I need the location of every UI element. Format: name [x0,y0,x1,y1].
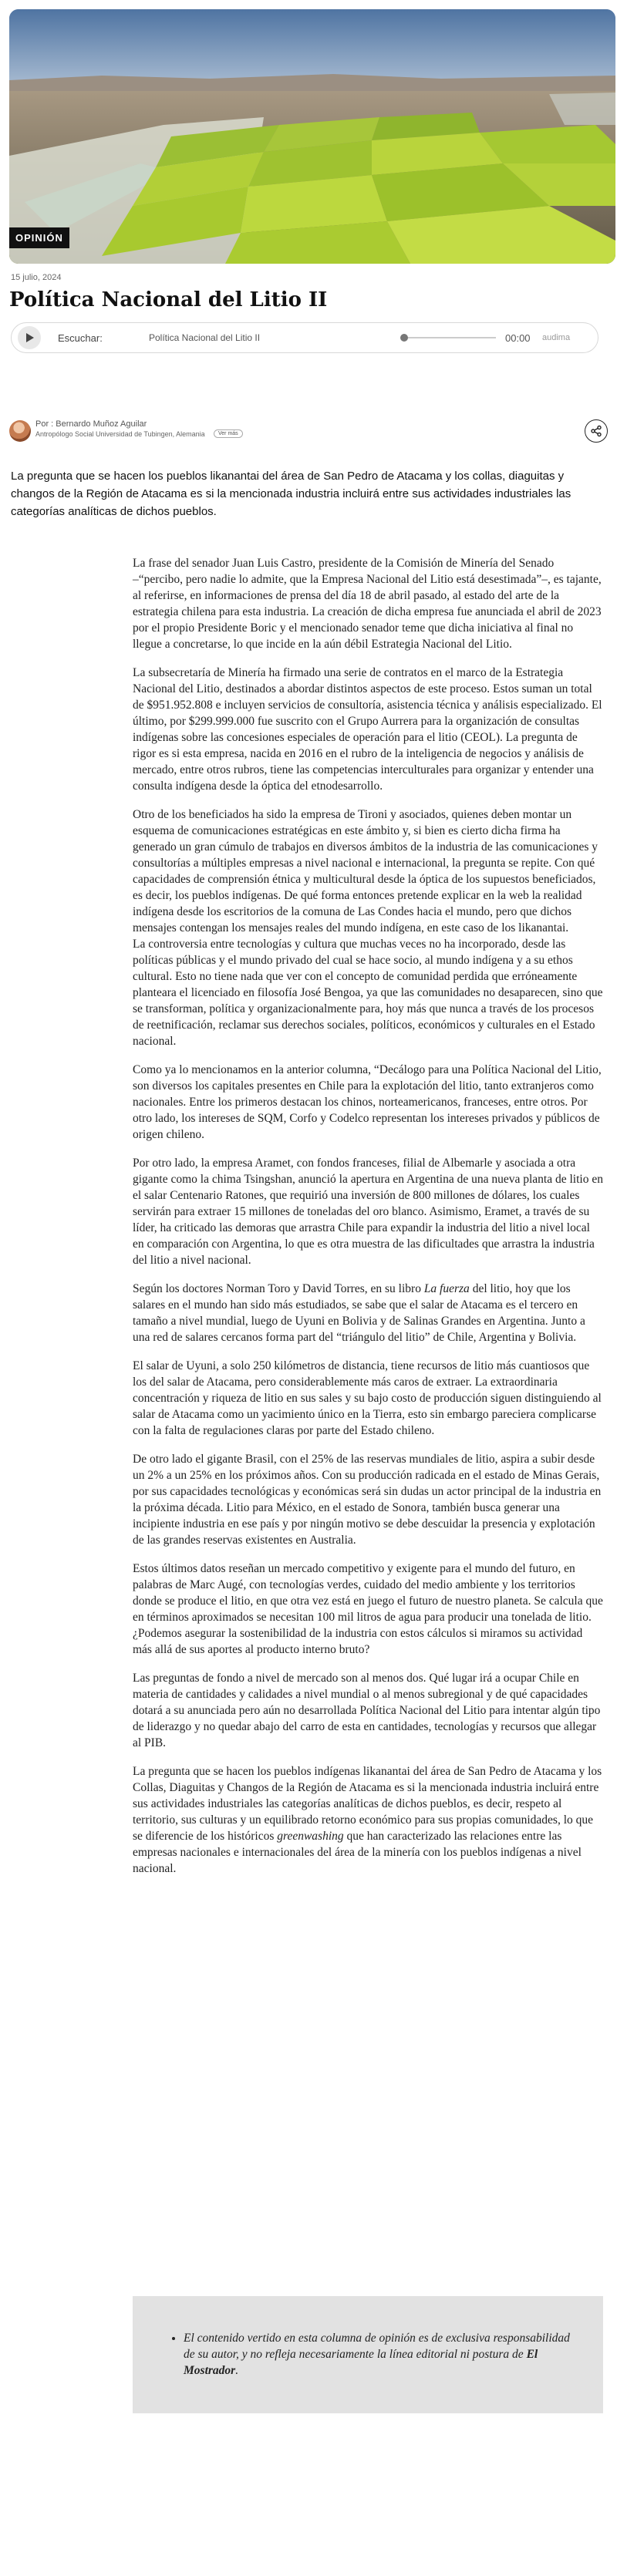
greenwashing-term: greenwashing [277,1830,344,1843]
paragraph: Las preguntas de fondo a nivel de mercado son al menos dos. Qué lugar irá a ocupar Chile en materia de cantidades y calidades a nivel mundial o al menos subregional y de qué capacidades dotará a su anunciada pero aún no desarrollada Política Nacional del Litio para intentar algún tipo de liderazgo y no quedar abajo del carro de esta en cantidades, tecnologías y recursos que allegar al PIB. [133,1672,601,1749]
text-segment: que han caracterizado las relaciones entre las empresas nacionales e internacionales del área de la minería con los pueblos indígenas a nivel nacional. [133,1830,582,1875]
see-more-button[interactable]: Ver más [214,429,243,438]
paragraph: Por otro lado, la empresa Aramet, con fondos franceses, filial de Albemarle y asociada a otra gigante como la chima Tsingshan, anunció la apertura en Argentina de una nueva planta de litio en el salar Centenario Ratones, que requirió una inversión de 800 millones de dólares, los cuales servirán para extraer 15 millones de toneladas del oro blanco. Asimismo, Eramet, a través de su líder, ha criticado las demoras que arrastra Chile para expandir la industria del litio a nivel local en comparación con Argentina, lo que es otra muestra de las dificultades que arrastra la industria del litio a nivel nacional. [133,1157,603,1267]
paragraph: La controversia entre tecnologías y cultura que muchas veces no ha incorporado, desde las políticas públicas y el mundo privado del cual se hace socio, al mundo indígena y a su ethos cultural. Esto no tiene nada que ver con el concepto de comunidad perdida que erróneamente planteara el licenciado en filosofía José Bengoa, ya que las comunidades no desaparecen, sino que se transforman, política y organizacionalmente para, hoy más que nunca a través de los procesos de reetnificación, reclamar sus derechos sociales, políticos, económicos y culturales en el Estado nacional. [133,938,603,1048]
audio-track-title: Política Nacional del Litio II [149,332,261,343]
paragraph: La subsecretaría de Minería ha firmado una serie de contratos en el marco de la Estrategia Nacional del Litio, destinados a abordar distintos aspectos de este proceso. Estos suman un total de $951.952.808 e incluyen servicios de consultoría, asistencia técnica y análisis especializado. El último, por $299.999.000 fue suscrito con el Grupo Aurrera para la organización de consultas indígenas sobre las concesiones especiales de operación para el litio (CEOL). La pregunta de rigor es si esta empresa, nacida en 2016 en el rubro de la inteligencia de negocios y análisis de mercado, entre otros rubros, tiene las competencias interculturales para organizar y entender una consulta indígena desde la óptica del etnodesarrollo. [133,666,602,793]
text-segment: Según los doctores Norman Toro y David Torres, en su libro [133,1282,424,1295]
paragraph [133,1281,603,1345]
disclaimer-list [184,2330,572,2379]
paragraph: La frase del senador Juan Luis Castro, presidente de la Comisión de Minería del Senado –“percibo, pero nadie lo admite, que la Empresa Nacional del Litio está desestimada”–, es tajante, al referirse, en informaciones de prensa del día 18 de abril pasado, al estado del arte de la estrategia chilena para esta industria. La creación de dicha empresa fue anunciada el abril de 2023 por el propio Presidente Boric y el mencionado senador teme que dicha iniciativa al final no llegue a concretarse, lo que incide en la aún débil Estrategia Nacional del Litio. [133,557,602,651]
opinion-badge[interactable]: OPINIÓN [9,227,69,248]
disclaimer-box [133,2296,603,2413]
share-button[interactable] [585,419,608,443]
audio-brand[interactable]: audima [542,333,571,342]
audio-time: 00:00 [505,332,531,344]
paragraph: Otro de los beneficiados ha sido la empresa de Tironi y asociados, quienes deben montar un esquema de comunicaciones estratégicas en este ámbito y, si bien es cierto dicha firma ha generado un gran cúmulo de trabajos en diversos ámbitos de la industria de las comunicaciones y consultorías a múltiples empresas a nivel nacional e internacional, la pregunta se repite. Con qué capacidades de comprensión étnica y multicultural desde la óptica de los supuestos beneficiados, es decir, los pueblos indígenas. De qué forma entonces pretende explicar en la web la realidad indígena desde los escritorios de la comuna de Las Condes hacia el mundo, pero que dichos mensajes contengan los mensajes reales del mundo indígena, en este caso de los likanantai. [133,808,598,934]
listen-label: Escuchar: [58,332,103,344]
author-role: Antropólogo Social Universidad de Tubingen, Alemania [35,430,205,438]
paragraph: Como ya lo mencionamos en la anterior columna, “Decálogo para una Política Nacional del Litio, son diversos los capitales presentes en Chile para la explotación del litio, tanto extranjeros como nacionales. Entre los primeros destacan los chinos, norteamericanos, franceses, entre otros. Por otro lado, los intereses de SQM, Corfo y Codelco representan los intereses privados y públicos de origen chileno. [133,1063,602,1141]
article-body [133,555,603,1889]
audio-progress-slider[interactable] [403,337,496,338]
author-name[interactable]: Por : Bernardo Muñoz Aguilar [35,419,147,429]
hero-image [9,9,615,264]
play-button[interactable] [18,326,41,349]
disclaimer-end: . [235,2364,239,2377]
progress-knob[interactable] [400,334,408,342]
paragraph [133,1763,603,1877]
publish-date: 15 julio, 2024 [11,273,62,282]
salt-flats-photo [9,9,615,264]
paragraph: De otro lado el gigante Brasil, con el 25% de las reservas mundiales de litio, aspira a subir desde un 2% a un 25% en los próximos años. Con su producción radicada en el estado de Minas Gerais, por sus capacidades tecnológicas y económicas será sin dudas un actor principal de la industria en la próxima década. Litio para México, en el estado de Sonora, también busca generar una incipiente industria en ese país y por ningún motivo se debe descuidar la presencia y explotación de las grandes reservas existentes en Australia. [133,1453,602,1547]
book-title: La fuerza [423,1282,470,1295]
disclaimer-text: El contenido vertido en esta columna de opinión es de exclusiva responsabilidad de su autor, y no refleja necesariamente la línea editorial ni postura de [184,2332,570,2361]
author-avatar[interactable] [9,420,31,442]
share-icon [590,425,602,437]
author-row [9,416,608,447]
text-segment: del litio, hoy que los salares en el mundo han sido más estudiados, se sabe que el salar de Atacama es el tercero en tamaño a nivel mundial, luego de Uyuni en Bolivia y de Salinas Grandes en Argentina. Junto a una red de salares cercanos forma part del “triángulo del litio” de Chile, Argentina y Bolivia. [133,1282,585,1344]
paragraph: El salar de Uyuni, a solo 250 kilómetros de distancia, tiene recursos de litio más cuantiosos que los del salar de Atacama, pero considerablemente más caros de extraer. La extraordinaria concentración y riqueza de litio en sus sales y su bajo costo de producción siguen distinguiendo al salar de Atacama como un yacimiento único en la Tierra, esto sin embargo pareciera complicarse con la falta de regulaciones claras por parte del Estado chileno. [133,1359,602,1437]
audio-player [11,322,598,353]
text-segment: La pregunta que se hacen los pueblos indígenas likanantai del área de San Pedro de Atacama y los Collas, Diaguitas y Changos de la Región de Atacama es si la mencionada industria incluirá entre sus actividades industriales las categorías analíticas de dichos pueblos, es decir, respeto al territorio, sus culturas y un equilibrado retorno económico para sus propias comunidades, lo que se diferencie de los históricos [133,1765,602,1843]
article-lead: La pregunta que se hacen los pueblos likanantai del área de San Pedro de Atacama y los collas, diaguitas y changos de la Región de Atacama es si la mencionada industria incluirá entre sus actividades industriales las categorías analíticas de dichos pueblos. [11,470,571,518]
play-icon [24,332,35,343]
outlet-name: El Mostrador [184,2348,538,2377]
paragraph: Estos últimos datos reseñan un mercado competitivo y exigente para el mundo del futuro, en palabras de Marc Augé, con tecnologías verdes, cuidado del medio ambiente y los territorios donde se produce el litio, en que otra vez está en juego el futuro de nuestro planeta. Se calcula que en términos aproximados se necesitan 100 mil litros de agua para producir una tonelada de litio. ¿Podemos asegurar la sostenibilidad de la industria con estos cálculos si miramos su actividad más allá de sus aportes al producto interno bruto? [133,1562,603,1656]
article-title: Política Nacional del Litio II [9,288,328,311]
disclaimer-item [184,2330,572,2379]
